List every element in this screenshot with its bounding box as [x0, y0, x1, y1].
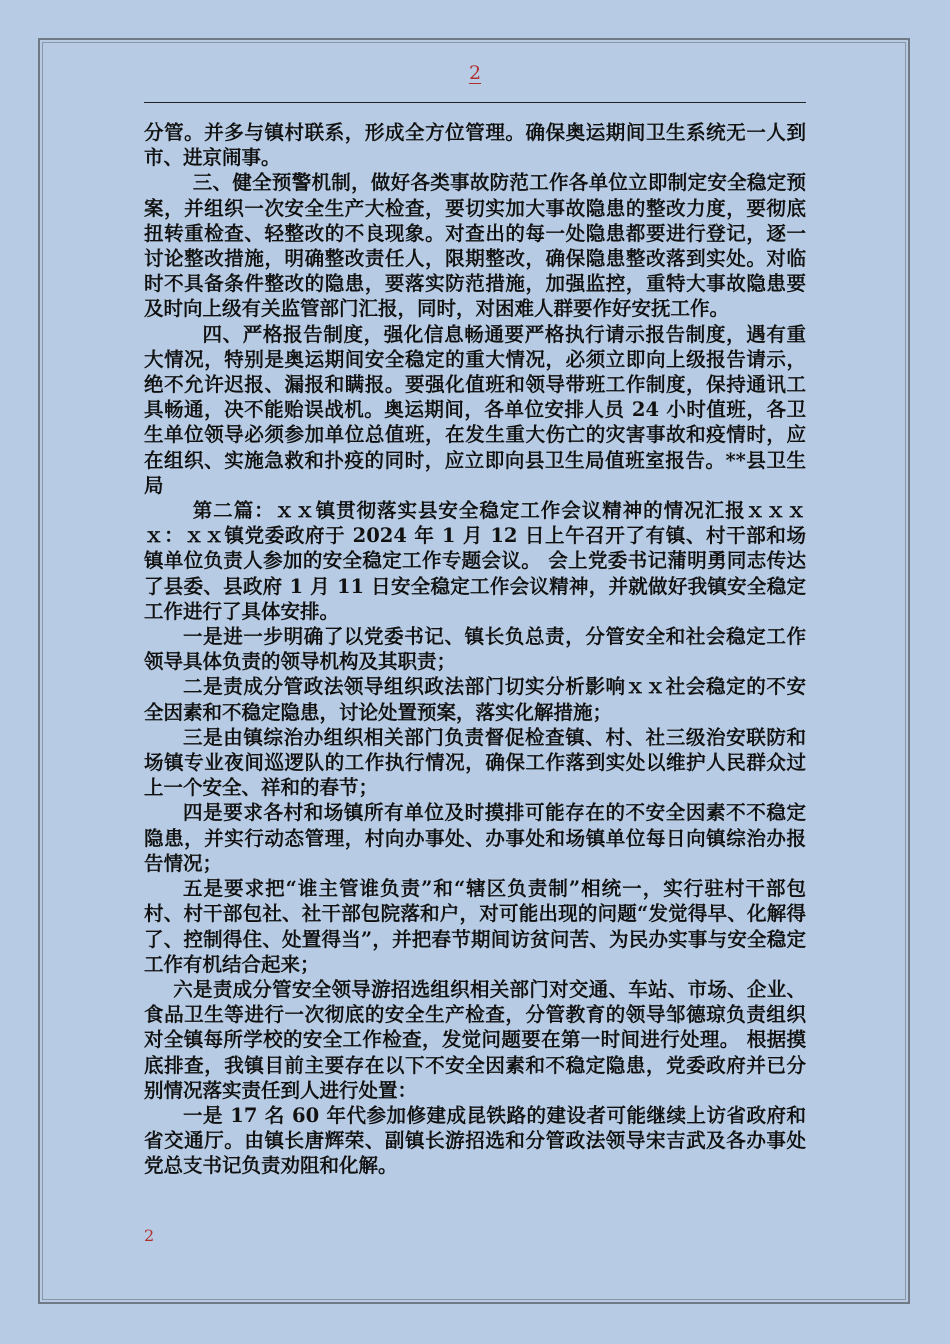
paragraph: 第二篇：ｘｘ镇贯彻落实县安全稳定工作会议精神的情况汇报ｘｘｘｘ：ｘｘ镇党委政府于 2024 年 1 月 12 日上午召开了有镇、村干部和场镇单位负责人参加的安全稳定工作专题会议。 会上党委书记蒲明勇同志传达了县委、县政府 1 月 11 日安全稳定工作会议精神，并就做好我镇安全稳定工作进行了具体安排。	[144, 499, 806, 623]
header-divider	[144, 102, 806, 103]
document-body	[144, 120, 806, 1179]
paragraph: 五是要求把“谁主管谁负责”和“辖区负责制”相统一，实行驻村干部包村、村干部包社、社干部包院落和户，对可能出现的问题“发觉得早、化解得了、控制得住、处置得当”，并把春节期间访贫问苦、为民办实事与安全稳定工作有机结合起来；	[144, 877, 806, 976]
footer-page-number: 2	[144, 1226, 155, 1245]
paragraph: 六是责成分管安全领导游招选组织相关部门对交通、车站、市场、企业、食品卫生等进行一次彻底的安全生产检查，分管教育的领导邹德琼负责组织对全镇每所学校的安全工作检查，发觉问题要在第一时间进行处理。 根据摸底排查，我镇目前主要存在以下不安全因素和不稳定隐患，党委政府并已分别情况落实责任到人进行处置：	[144, 977, 806, 1102]
paragraph: 二是责成分管政法领导组织政法部门切实分析影响ｘｘ社会稳定的不安全因素和不稳定隐患，讨论处置预案，落实化解措施；	[144, 675, 806, 724]
paragraph: 分管。并多与镇村联系，形成全方位管理。确保奥运期间卫生系统无一人到市、进京闹事。	[144, 121, 806, 170]
paragraph: 三、健全预警机制，做好各类事故防范工作各单位立即制定安全稳定预案，并组织一次安全生产大检查，要切实加大事故隐患的整改力度，要彻底扭转重检查、轻整改的不良现象。对查出的每一处隐患都要进行登记，逐一讨论整改措施，明确整改责任人，限期整改，确保隐患整改落到实处。对临时不具备条件整改的隐患，要落实防范措施，加强监控，重特大事故隐患要及时向上级有关监管部门汇报，同时，对困难人群要作好安抚工作。	[144, 171, 806, 321]
paragraph: 一是进一步明确了以党委书记、镇长负总责，分管安全和社会稳定工作领导具体负责的领导机构及其职责；	[144, 625, 806, 674]
paragraph: 四、严格报告制度，强化信息畅通要严格执行请示报告制度，遇有重大情况，特别是奥运期间安全稳定的重大情况，必须立即向上级报告请示，绝不允许迟报、漏报和瞒报。要强化值班和领导带班工作制度，保持通讯工具畅通，决不能贻误战机。奥运期间，各单位安排人员 24 小时值班，各卫生单位领导必须参加单位总值班，在发生重大伤亡的灾害事故和疫情时，应在组织、实施急救和扑疫的同时，应立即向县卫生局值班室报告。**县卫生局	[144, 322, 806, 497]
paragraph: 一是 17 名 60 年代参加修建成昆铁路的建设者可能继续上访省政府和省交通厅。由镇长唐辉荣、副镇长游招选和分管政法领导宋吉武及各办事处党总支书记负责劝阻和化解。	[144, 1103, 806, 1178]
paragraph: 三是由镇综治办组织相关部门负责督促检查镇、村、社三级治安联防和场镇专业夜间巡逻队的工作执行情况，确保工作落到实处以维护人民群众过上一个安全、祥和的春节；	[144, 725, 806, 800]
paragraph: 四是要求各村和场镇所有单位及时摸排可能存在的不安全因素不不稳定隐患，并实行动态管理，村向办事处、办事处和场镇单位每日向镇综治办报告情况；	[144, 801, 806, 875]
header-page-number: 2	[468, 62, 482, 84]
